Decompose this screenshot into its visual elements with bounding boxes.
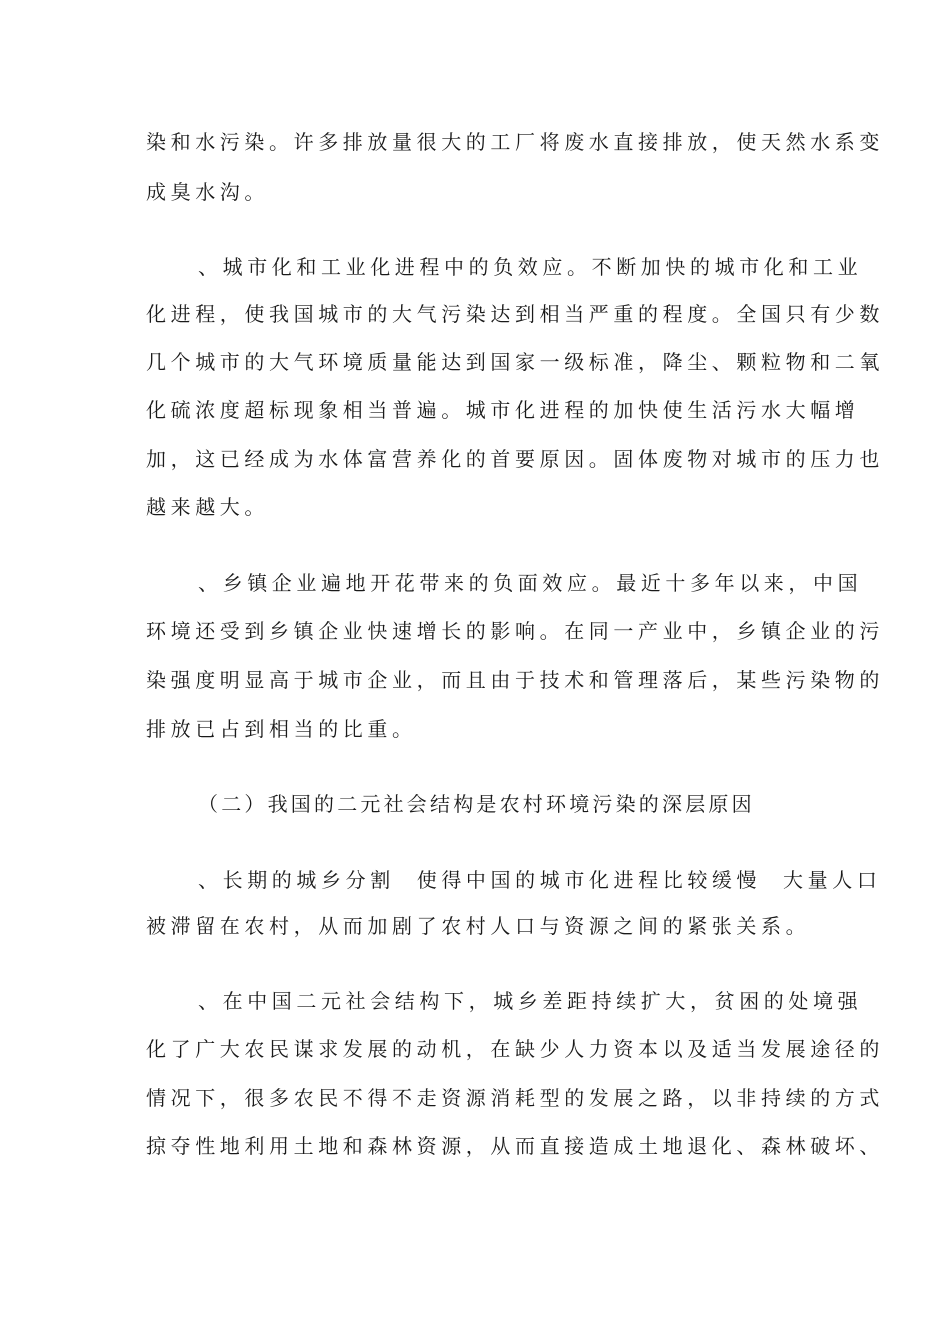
text-line: 几个城市的大气环境质量能达到国家一级标准，降尘、颗粒物和二氧 <box>146 350 884 374</box>
text-line: 掠夺性地利用土地和森林资源，从而直接造成土地退化、森林破坏、 <box>146 1134 884 1158</box>
text-line: 环境还受到乡镇企业快速增长的影响。在同一产业中，乡镇企业的污 <box>146 619 884 643</box>
text-line: 排放已占到相当的比重。 <box>146 717 417 741</box>
text-line: 成臭水沟。 <box>146 180 269 204</box>
text-line: 加，这已经成为水体富营养化的首要原因。固体废物对城市的压力也 <box>146 447 884 471</box>
text-line: 化进程，使我国城市的大气污染达到相当严重的程度。全国只有少数 <box>146 302 884 326</box>
text-line: 、在中国二元社会结构下，城乡差距持续扩大，贫困的处境强 <box>198 989 863 1013</box>
text-line: 化硫浓度超标现象相当普遍。城市化进程的加快使生活污水大幅增 <box>146 398 860 422</box>
text-line: 、乡镇企业遍地开花带来的负面效应。最近十多年以来，中国 <box>198 571 863 595</box>
text-line: 被滞留在农村，从而加剧了农村人口与资源之间的紧张关系。 <box>146 914 811 938</box>
text-line: 、长期的城乡分割 使得中国的城市化进程比较缓慢 大量人口 <box>198 868 882 892</box>
text-line: 染强度明显高于城市企业，而且由于技术和管理落后，某些污染物的 <box>146 668 884 692</box>
text-line: 越来越大。 <box>146 495 269 519</box>
text-line: 情况下，很多农民不得不走资源消耗型的发展之路，以非持续的方式 <box>146 1086 884 1110</box>
section-heading: （二）我国的二元社会结构是农村环境污染的深层原因 <box>198 792 755 816</box>
text-line: 、城市化和工业化进程中的负效应。不断加快的城市化和工业 <box>198 255 863 279</box>
text-line: 染和水污染。许多排放量很大的工厂将废水直接排放，使天然水系变 <box>146 130 884 154</box>
text-line: 化了广大农民谋求发展的动机，在缺少人力资本以及适当发展途径的 <box>146 1037 884 1061</box>
